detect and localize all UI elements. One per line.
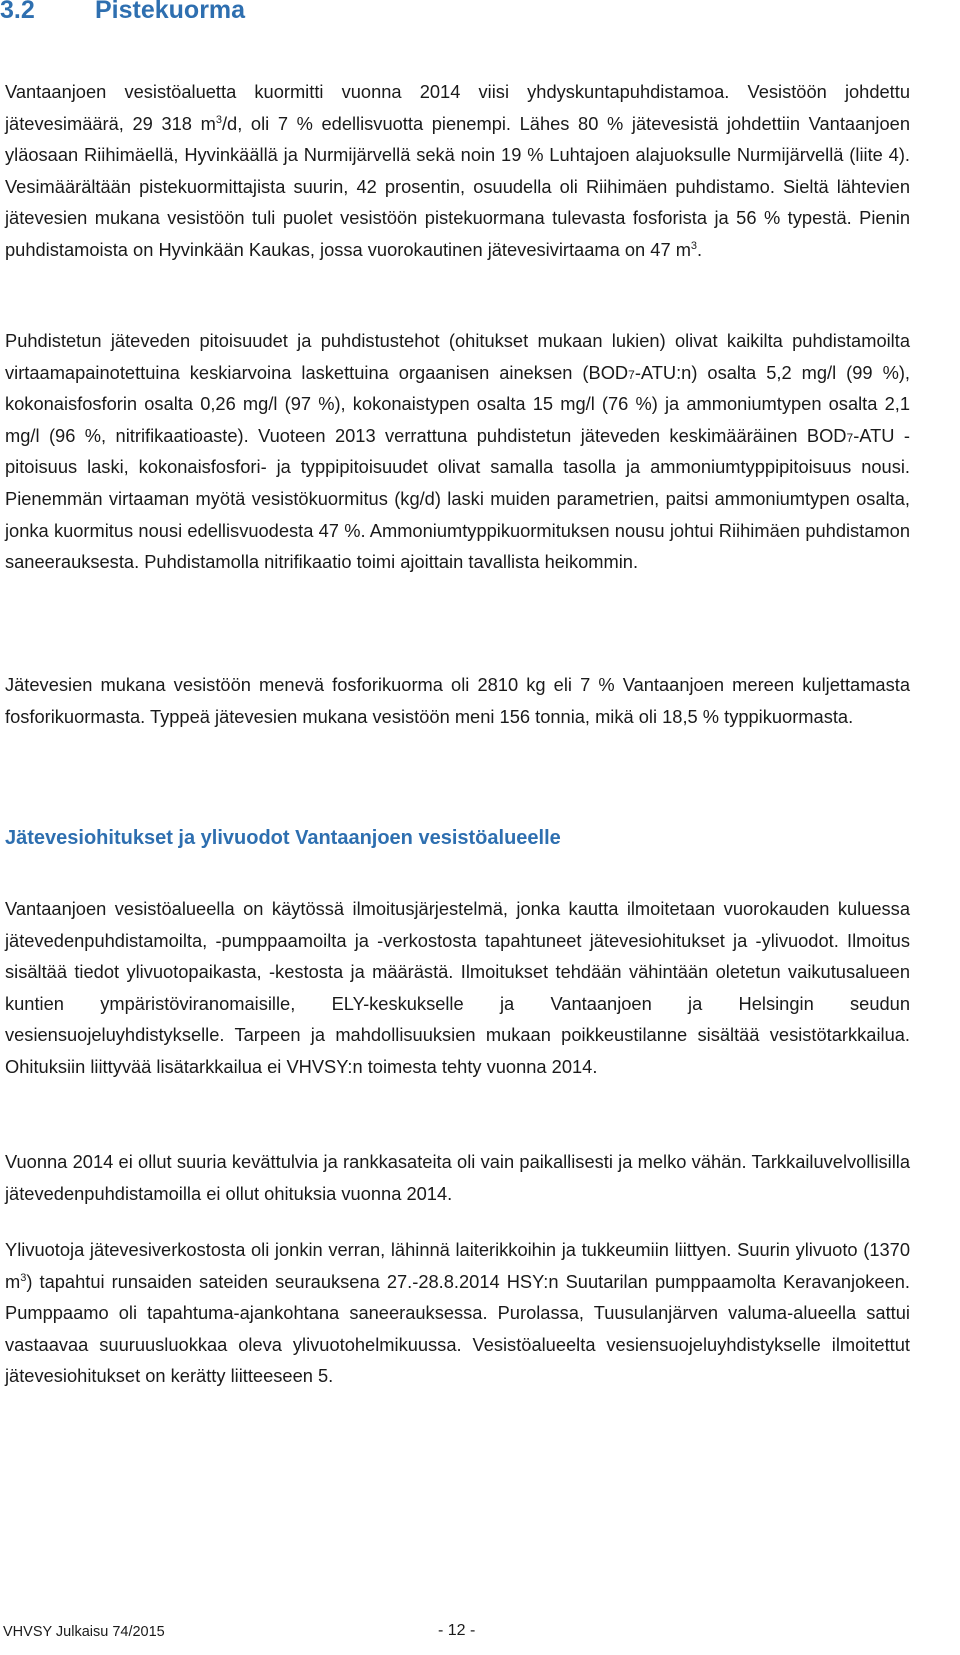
page-footer (0, 1622, 960, 1646)
superscript: 3 (690, 239, 698, 252)
paragraph-text: /d, oli 7 % edellisvuotta pienempi. Lähes 80 % jätevesistä johdettiin Vantaanjoen yläosaan Riihimäellä, Hyvinkäällä ja Nurmijärvellä sekä noin 19 % Luhtajoen alajuoksulle Nurmijärvellä (liite 4). Vesimäärältään pistekuormittajista suurin, 42 prosentin, osuudella oli Riihimäen puhdistamo. Sieltä lähtevien jätevesien mukana vesistöön tuli puolet vesistöön pistekuormana tulevasta fosforista ja 56 % typestä. Pienin puhdistamoista on Hyvinkään Kaukas, jossa vuorokautinen jätevesivirtaama on 47 m (5, 112, 910, 260)
footer-publication: VHVSY Julkaisu 74/2015 (3, 1624, 165, 1640)
paragraph-text: Puhdistetun jäteveden pitoisuudet ja puhdistustehot (ohitukset mukaan lukien) olivat kaikilta puhdistamoilta virtaamapainotettuina keskiarvoina laskettuina orgaanisen aineksen (BOD (5, 330, 910, 383)
subscript: 7 (628, 367, 635, 382)
paragraph-2014-floods: Vuonna 2014 ei ollut suuria kevättulvia ja rankkasateita oli vain paikallisesti ja melko vähän. Tarkkailuvelvollisilla jätevedenpuhdistamoilla ei ollut ohituksia vuonna 2014. (5, 1151, 910, 1204)
subsection-heading: Jätevesiohitukset ja ylivuodot Vantaanjoen vesistöalueelle (5, 827, 561, 849)
paragraph-phosphorus-load: Jätevesien mukana vesistöön menevä fosforikuorma oli 2810 kg eli 7 % Vantaanjoen mereen kuljettamasta fosforikuormasta. Typpeä jätevesien mukana vesistöön meni 156 tonnia, mikä oli 18,5 % typpikuormasta. (5, 674, 910, 727)
section-heading (0, 0, 245, 25)
paragraph-text: -ATU -pitoisuus laski, kokonaisfosfori- ja typpipitoisuudet olivat samalla tasolla ja ammoniumtyppipitoisuus nousi. Pienemmän virtaaman myötä vesistökuormitus (kg/d) laski muiden parametrien, paitsi ammoniumtypen osalta, jonka kuormitus nousi edellisvuodesta 47 %. Ammoniumtyppikuormituksen nousu johtui Riihimäen puhdistamon saneerauksesta. Puhdistamolla nitrifikaatio toimi ajoittain tavallista heikommin. (5, 424, 910, 573)
superscript: 3 (215, 113, 222, 126)
page-number: - 12 - (438, 1622, 476, 1639)
paragraph-text: -ATU:n) osalta 5,2 mg/l (99 %), kokonaisfosforin osalta 0,26 mg/l (97 %), kokonaistypen osalta 15 mg/l (76 %) ja ammoniumtypen osalta 2,1 mg/l (96 %, nitrifikaatioaste). Vuoteen 2013 verrattuna puhdistetun jäteveden keskimääräinen BOD (5, 361, 910, 446)
subscript: 7 (846, 430, 854, 445)
paragraph-overflows (5, 1234, 910, 1392)
section-title: Pistekuorma (95, 0, 246, 24)
paragraph-text: Ylivuotoja jätevesiverkostosta oli jonkin verran, lähinnä laiterikkoihin ja tukkeumiin liittyen. Suurin ylivuoto (1370 m (5, 1239, 910, 1292)
paragraph-text: . (697, 238, 703, 260)
superscript: 3 (20, 1271, 27, 1284)
paragraph-text: Vantaanjoen vesistöaluetta kuormitti vuonna 2014 viisi yhdyskuntapuhdistamoa. Vesistöön johdettu jätevesimäärä, 29 318 m (5, 81, 910, 134)
paragraph-text: ) tapahtui runsaiden sateiden seurauksena 27.-28.8.2014 HSY:n Suutarilan pumppaamolta Keravanjokeen. Pumppaamo oli tapahtuma-ajankohtana saneerauksessa. Purolassa, Tuusulanjärven valuma-alueella sattui vastaavaa suuruusluokkaa oleva ylivuotohelmikuussa. Vesistöalueelta vesiensuojeluyhdistykselle ilmoitettut jätevesiohitukset on kerätty liitteeseen 5. (5, 1270, 910, 1387)
paragraph-concentrations (5, 325, 910, 578)
paragraph-notification-system: Vantaanjoen vesistöalueella on käytössä ilmoitusjärjestelmä, jonka kautta ilmoitetaan vuorokauden kuluessa jätevedenpuhdistamoilta, -pumppaamoilta ja -verkostosta tapahtuneet jätevesiohitukset ja -ylivuodot. Ilmoitus sisältää tiedot ylivuotopaikasta, -kestosta ja määrästä. Ilmoitukset tehdään vähintään oletetun vaikutusalueen kuntien ympäristöviranomaisille, ELY-keskukselle ja Vantaanjoen ja Helsingin seudun vesiensuojeluyhdistykselle. Tarpeen ja mahdollisuuksien mukaan poikkeustilanne sisältää vesistötarkkailua. Ohituksiin liittyvää lisätarkkailua ei VHVSY:n toimesta tehty vuonna 2014. (5, 898, 910, 1077)
paragraph-point-load-intro (5, 76, 910, 266)
section-number: 3.2 (0, 0, 35, 24)
